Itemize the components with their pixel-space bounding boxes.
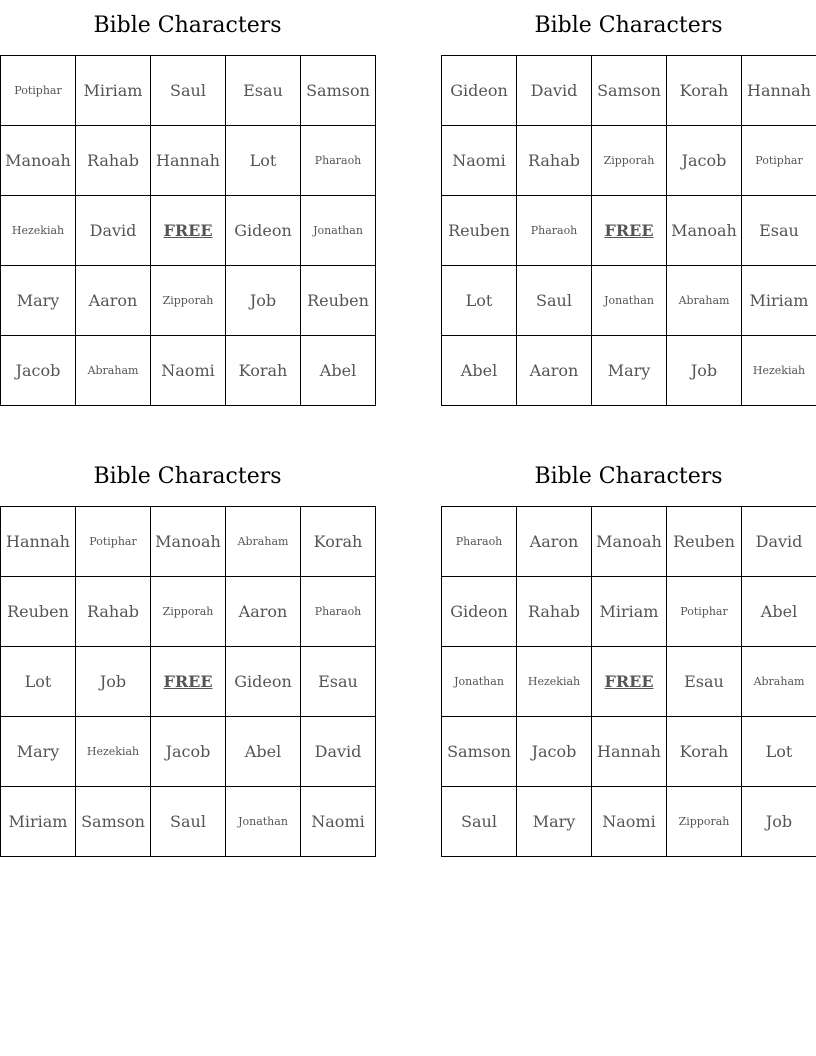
bingo-cell: Saul (151, 56, 226, 126)
bingo-cell: Manoah (592, 507, 667, 577)
bingo-cell: Hannah (151, 126, 226, 196)
bingo-cell: Korah (301, 507, 376, 577)
bingo-cell: Esau (667, 647, 742, 717)
grid-row (442, 787, 816, 857)
bingo-cell: David (76, 196, 151, 266)
free-space: FREE (592, 196, 667, 266)
grid-row (442, 717, 816, 787)
bingo-cell: Aaron (226, 577, 301, 647)
bingo-cell: Job (76, 647, 151, 717)
bingo-grid (441, 506, 816, 857)
bingo-cell: Abel (301, 336, 376, 406)
bingo-cell: Miriam (592, 577, 667, 647)
bingo-cell: Jonathan (301, 196, 376, 266)
bingo-cell: Hezekiah (76, 717, 151, 787)
bingo-cell: Reuben (667, 507, 742, 577)
bingo-cell: Hezekiah (742, 336, 816, 406)
bingo-grid (0, 506, 376, 857)
bingo-cell: Lot (1, 647, 76, 717)
bingo-cell: Esau (301, 647, 376, 717)
bingo-cell: Zipporah (151, 577, 226, 647)
grid-row (1, 196, 376, 266)
bingo-cell: Mary (1, 266, 76, 336)
free-space: FREE (592, 647, 667, 717)
bingo-cell: Naomi (592, 787, 667, 857)
bingo-cell: Hannah (1, 507, 76, 577)
bingo-cell: Pharaoh (442, 507, 517, 577)
grid-row (442, 577, 816, 647)
bingo-cell: Aaron (517, 507, 592, 577)
bingo-cell: Reuben (301, 266, 376, 336)
bingo-cell: Abel (442, 336, 517, 406)
bingo-cell: Jacob (1, 336, 76, 406)
bingo-cell: Lot (742, 717, 816, 787)
bingo-cell: Manoah (667, 196, 742, 266)
bingo-cell: Reuben (442, 196, 517, 266)
grid-row (442, 266, 816, 336)
bingo-cell: Korah (667, 717, 742, 787)
bingo-grid (0, 55, 376, 406)
bingo-cell: Mary (517, 787, 592, 857)
bingo-cell: Naomi (442, 126, 517, 196)
bingo-cell: Saul (442, 787, 517, 857)
bingo-cell: Saul (151, 787, 226, 857)
bingo-grid (441, 55, 816, 406)
bingo-cell: Samson (301, 56, 376, 126)
bingo-cell: Jacob (517, 717, 592, 787)
grid-row (1, 126, 376, 196)
bingo-cell: Saul (517, 266, 592, 336)
bingo-cell: Aaron (517, 336, 592, 406)
bingo-cell: Jonathan (592, 266, 667, 336)
grid-row (442, 647, 816, 717)
grid-row (442, 56, 816, 126)
bingo-card-3 (0, 451, 375, 857)
bingo-cell: David (517, 56, 592, 126)
bingo-card-2 (441, 0, 816, 406)
bingo-cell: Jonathan (442, 647, 517, 717)
grid-row (1, 717, 376, 787)
bingo-cell: Abraham (226, 507, 301, 577)
bingo-cell: Naomi (151, 336, 226, 406)
bingo-cell: Lot (442, 266, 517, 336)
free-space: FREE (151, 647, 226, 717)
bingo-card-4 (441, 451, 816, 857)
bingo-cell: Korah (226, 336, 301, 406)
bingo-cell: Samson (442, 717, 517, 787)
bingo-cell: Abel (742, 577, 816, 647)
grid-row (1, 647, 376, 717)
bingo-cell: Gideon (442, 577, 517, 647)
bingo-cell: Miriam (76, 56, 151, 126)
grid-row (442, 336, 816, 406)
grid-row (1, 577, 376, 647)
bingo-cell: Job (742, 787, 816, 857)
bingo-cell: Esau (742, 196, 816, 266)
bingo-cell: Potiphar (667, 577, 742, 647)
bingo-cell: Pharaoh (301, 577, 376, 647)
bingo-cell: Job (226, 266, 301, 336)
bingo-cell: Aaron (76, 266, 151, 336)
free-space: FREE (151, 196, 226, 266)
bingo-cell: Abraham (742, 647, 816, 717)
bingo-cell: Jonathan (226, 787, 301, 857)
card-title: Bible Characters (534, 13, 723, 38)
grid-row (442, 126, 816, 196)
bingo-cell: Abraham (667, 266, 742, 336)
bingo-cell: David (301, 717, 376, 787)
grid-row (1, 56, 376, 126)
bingo-card-1 (0, 0, 375, 406)
bingo-cell: Korah (667, 56, 742, 126)
card-title: Bible Characters (93, 13, 282, 38)
bingo-cell: Rahab (517, 577, 592, 647)
bingo-cell: Reuben (1, 577, 76, 647)
bingo-cell: Hezekiah (1, 196, 76, 266)
bingo-cell: Gideon (442, 56, 517, 126)
bingo-cell: Manoah (1, 126, 76, 196)
bingo-cell: Potiphar (76, 507, 151, 577)
bingo-cell: Esau (226, 56, 301, 126)
bingo-cell: Abel (226, 717, 301, 787)
bingo-cell: Rahab (517, 126, 592, 196)
card-title: Bible Characters (93, 464, 282, 489)
bingo-cell: Zipporah (592, 126, 667, 196)
bingo-cell: Jacob (151, 717, 226, 787)
bingo-cell: Samson (592, 56, 667, 126)
bingo-cell: Potiphar (742, 126, 816, 196)
grid-row (442, 196, 816, 266)
grid-row (442, 507, 816, 577)
bingo-cell: Samson (76, 787, 151, 857)
grid-row (1, 266, 376, 336)
bingo-cell: David (742, 507, 816, 577)
bingo-cell: Gideon (226, 196, 301, 266)
bingo-cell: Job (667, 336, 742, 406)
grid-row (1, 507, 376, 577)
bingo-cell: Potiphar (1, 56, 76, 126)
bingo-cell: Hezekiah (517, 647, 592, 717)
card-title: Bible Characters (534, 464, 723, 489)
bingo-cell: Zipporah (151, 266, 226, 336)
bingo-cell: Lot (226, 126, 301, 196)
bingo-cell: Miriam (742, 266, 816, 336)
bingo-cell: Manoah (151, 507, 226, 577)
bingo-cell: Abraham (76, 336, 151, 406)
bingo-cell: Jacob (667, 126, 742, 196)
bingo-cell: Hannah (742, 56, 816, 126)
bingo-cell: Pharaoh (301, 126, 376, 196)
bingo-cell: Zipporah (667, 787, 742, 857)
grid-row (1, 787, 376, 857)
bingo-cell: Rahab (76, 577, 151, 647)
bingo-cell: Pharaoh (517, 196, 592, 266)
bingo-cell: Mary (1, 717, 76, 787)
bingo-cell: Mary (592, 336, 667, 406)
bingo-cell: Miriam (1, 787, 76, 857)
bingo-cell: Rahab (76, 126, 151, 196)
bingo-cell: Hannah (592, 717, 667, 787)
bingo-cell: Gideon (226, 647, 301, 717)
grid-row (1, 336, 376, 406)
bingo-cell: Naomi (301, 787, 376, 857)
